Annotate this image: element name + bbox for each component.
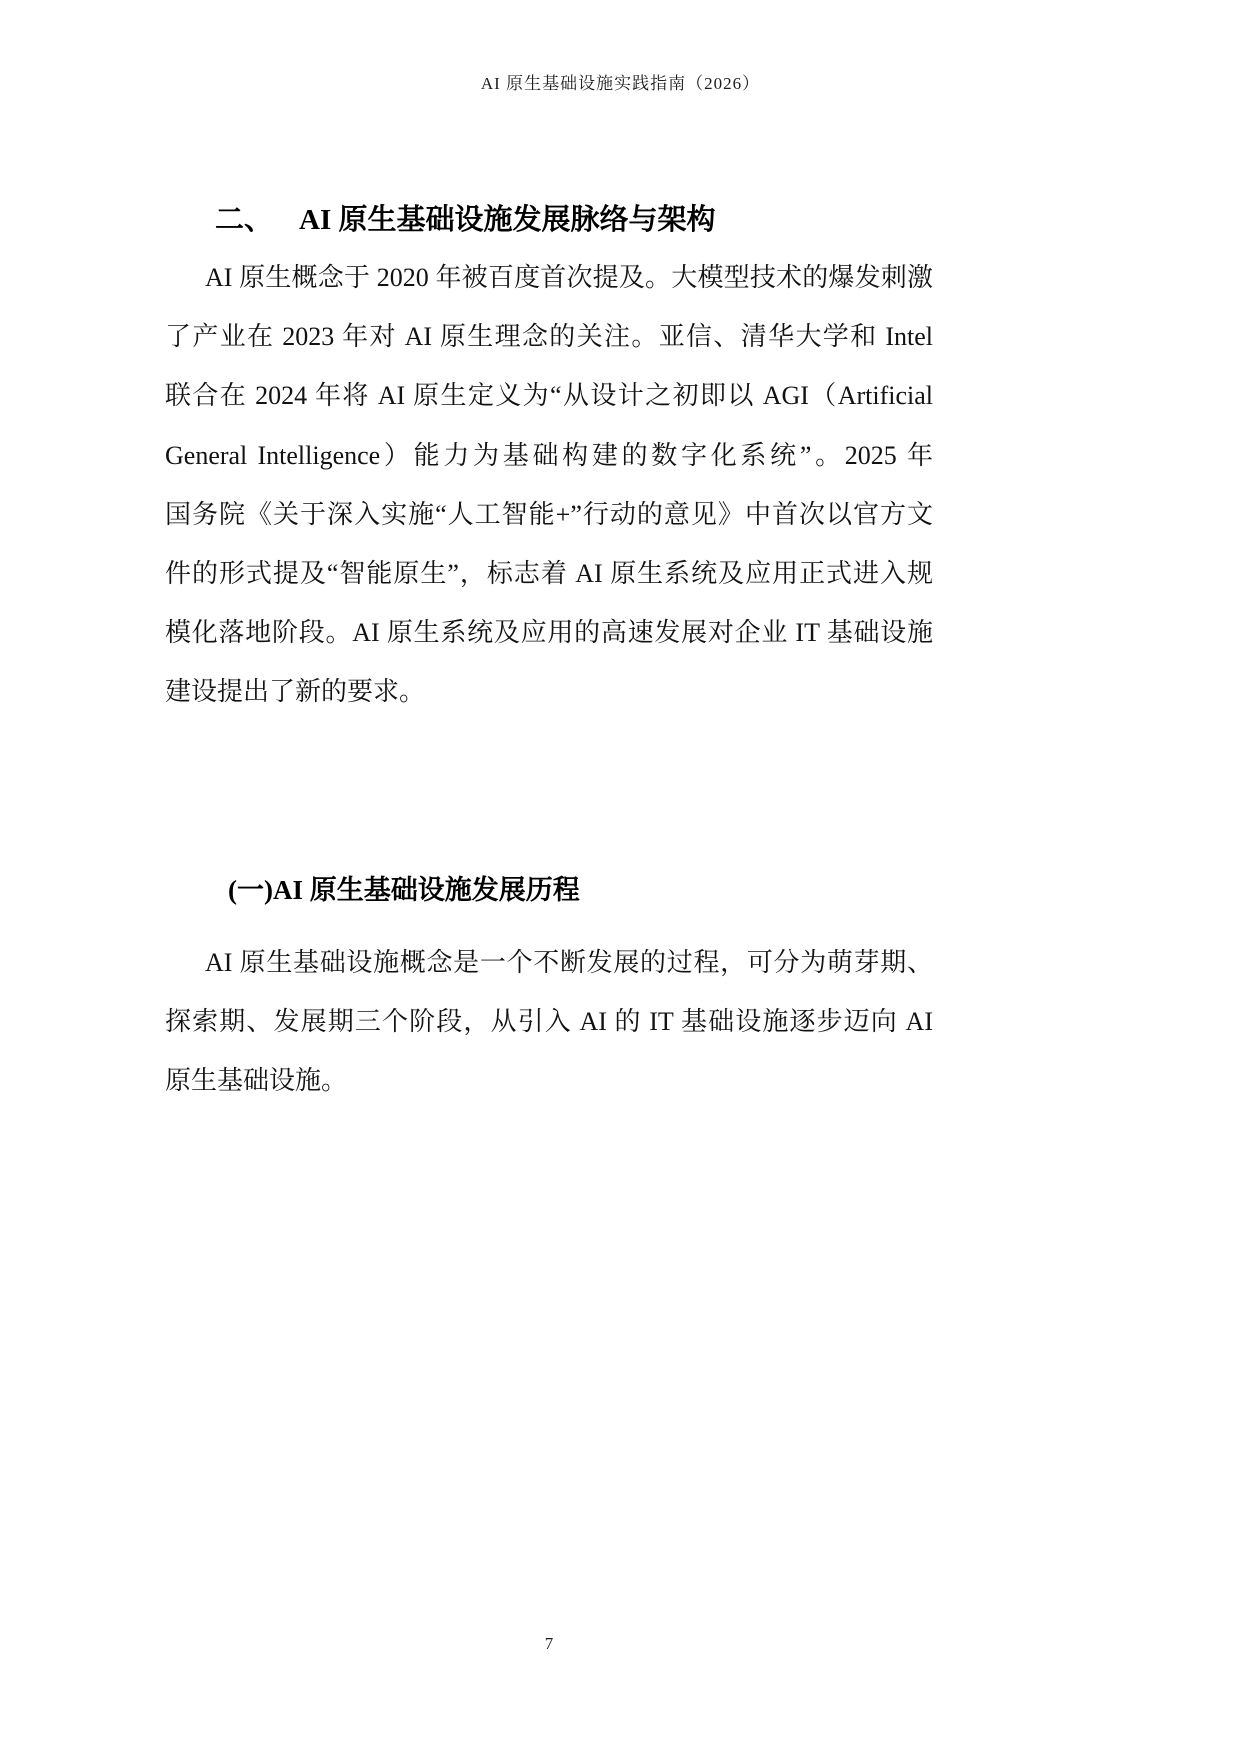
subsection-heading: (一)AI 原生基础设施发展历程 <box>228 875 580 905</box>
running-header: AI 原生基础设施实践指南（2026） <box>480 74 761 93</box>
paragraph-line: 模化落地阶段。AI 原生系统及应用的高速发展对企业 IT 基础设施 <box>165 618 933 648</box>
paragraph-line: 原生基础设施。 <box>165 1066 348 1096</box>
paragraph-line: 探索期、发展期三个阶段，从引入 AI 的 IT 基础设施逐步迈向 AI <box>165 1007 933 1037</box>
paragraph-line: 联合在 2024 年将 AI 原生定义为“从设计之初即以 AGI（Artificial <box>165 381 933 411</box>
section-heading-title: AI 原生基础设施发展脉络与架构 <box>299 204 716 236</box>
paragraph-line: AI 原生基础设施概念是一个不断发展的过程，可分为萌芽期、 <box>205 948 933 977</box>
section-heading <box>215 198 716 242</box>
paragraph-history <box>165 933 933 1111</box>
paragraph-line: 了产业在 2023 年对 AI 原生理念的关注。亚信、清华大学和 Intel <box>165 322 933 352</box>
paragraph-intro <box>165 248 933 722</box>
paragraph-line: AI 原生概念于 2020 年被百度首次提及。大模型技术的爆发刺激 <box>205 263 933 292</box>
paragraph-line: General Intelligence）能力为基础构建的数字化系统”。2025 年 <box>165 440 933 470</box>
paragraph-line: 建设提出了新的要求。 <box>165 677 426 707</box>
section-heading-number: 二、 <box>215 204 274 236</box>
page-number: 7 <box>544 1634 554 1653</box>
paragraph-line: 件的形式提及“智能原生”，标志着 AI 原生系统及应用正式进入规 <box>165 558 933 588</box>
paragraph-line: 国务院《关于深入实施“人工智能+”行动的意见》中首次以官方文 <box>165 499 933 529</box>
